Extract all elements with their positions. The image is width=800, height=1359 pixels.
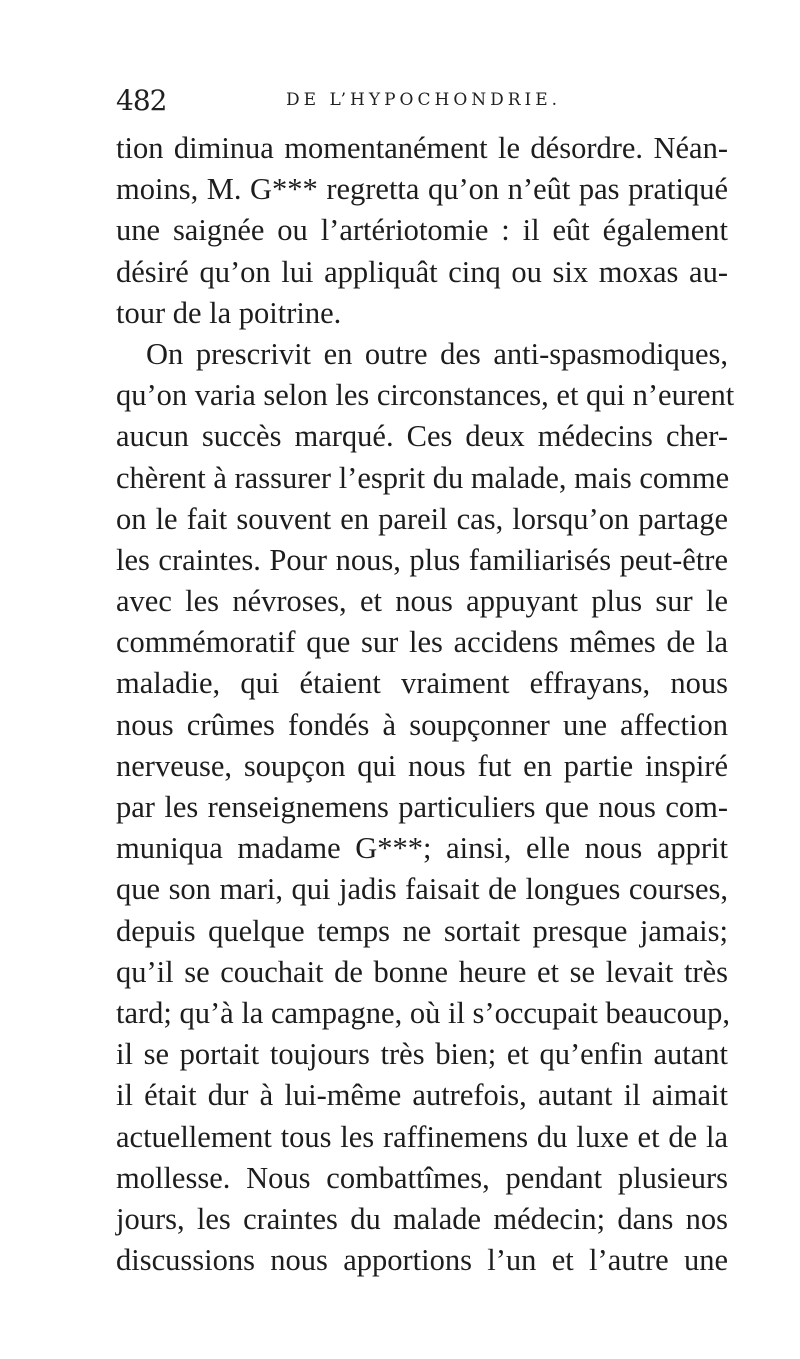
text-line: aucun succès marqué. Ces deux médecins cher- [116,419,728,454]
text-line: actuellement tous les raffinemens du luxe et de la [116,1119,728,1154]
text-line: par les renseignemens particuliers que nous com- [116,790,728,824]
text-line: moins, M. G*** regretta qu’on n’eût pas pratiqué [116,172,728,207]
text-line: tion diminua momentanément le désordre. Néan- [116,131,728,165]
text-line: jours, les craintes du malade médecin; dans nos [116,1201,728,1236]
text-line: depuis quelque temps ne sortait presque jamais; [116,913,728,948]
text-line: désiré qu’on lui appliquât cinq ou six moxas au- [116,254,728,289]
text-line: qu’il se couchait de bonne heure et se levait très [116,954,728,989]
text-line: tour de la poitrine. [116,295,342,330]
page-header [116,82,716,122]
page-number: 482 [116,84,167,117]
text-line: que son mari, qui jadis faisait de longues courses, [116,872,728,907]
text-line: avec les névroses, et nous appuyant plus sur le [116,584,728,619]
text-line: nous crûmes fondés à soupçonner une affection [116,707,728,742]
text-line: muniqua madame G***; ainsi, elle nous apprit [116,831,728,866]
text-line: tard; qu’à la campagne, où il s’occupait beaucoup, [116,995,730,1030]
text-line: maladie, qui étaient vraiment effrayans, nous [116,666,728,701]
text-line: nerveuse, soupçon qui nous fut en partie inspiré [116,748,728,783]
running-title: DE L’HYPOCHONDRIE. [286,90,562,110]
text-line: il était dur à lui-même autrefois, autant il aimait [116,1078,728,1113]
text-line: commémoratif que sur les accidens mêmes de la [116,625,728,660]
text-line: discussions nous apportions l’un et l’autre une [116,1243,728,1278]
text-line: il se portait toujours très bien; et qu’enfin autant [116,1037,728,1072]
body-text [116,128,735,1281]
text-line: qu’on varia selon les circonstances, et qui n’eurent [116,378,735,413]
text-line: On prescrivit en outre des anti-spasmodiques, [146,336,728,371]
text-line: mollesse. Nous combattîmes, pendant plusieurs [116,1160,728,1195]
text-line: une saignée ou l’artériotomie : il eût également [116,213,728,248]
text-line: chèrent à rassurer l’esprit du malade, mais comme [116,460,730,495]
text-line: on le fait souvent en pareil cas, lorsqu’on partage [116,501,728,536]
text-line: les craintes. Pour nous, plus familiarisés peut-être [116,542,728,577]
